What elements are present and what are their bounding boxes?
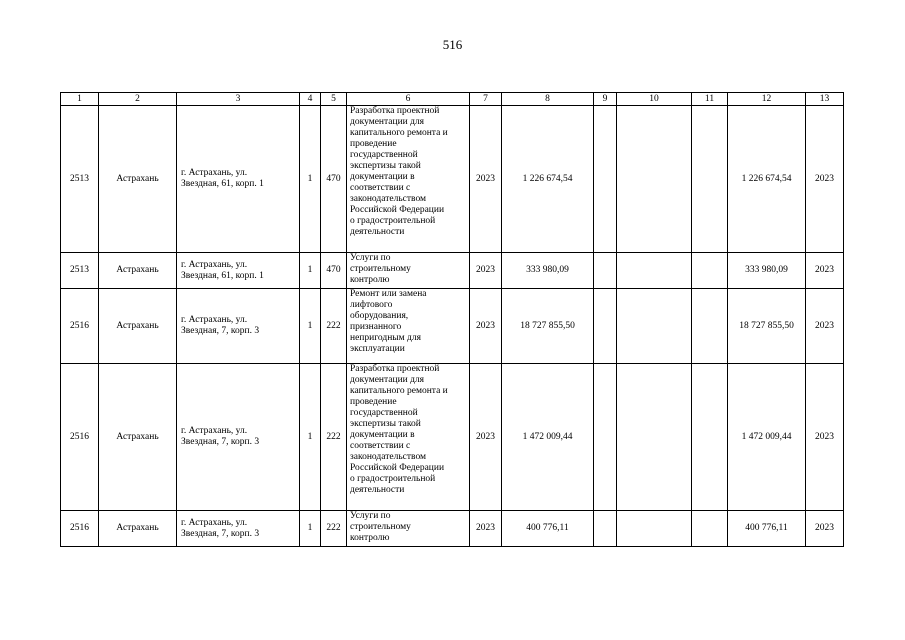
table-cell-col-10 — [617, 511, 692, 547]
table-cell-col-12: 1 226 674,54 — [728, 106, 806, 253]
table-cell-col-10 — [617, 106, 692, 253]
column-header: 6 — [347, 93, 470, 106]
column-header: 7 — [470, 93, 502, 106]
table-cell-col-12: 400 776,11 — [728, 511, 806, 547]
table-cell-col-2: Астрахань — [99, 289, 177, 364]
cell-text-line: оборудования, — [350, 311, 409, 321]
table-cell-col-2: Астрахань — [99, 364, 177, 511]
cell-text-line: документации в — [350, 172, 415, 182]
table-row — [61, 106, 844, 253]
table-cell-col-1: 2516 — [61, 289, 99, 364]
table-cell-col-9 — [594, 106, 617, 253]
table-cell-col-5: 222 — [321, 511, 347, 547]
data-table — [60, 92, 844, 547]
cell-text-line: строительному — [350, 264, 411, 274]
table-cell-col-6 — [347, 364, 470, 511]
cell-text-line: Ремонт или замена — [350, 289, 427, 299]
column-header: 11 — [692, 93, 728, 106]
cell-text-line: лифтового — [350, 300, 393, 310]
table-cell-col-3 — [177, 511, 300, 547]
cell-text-line: Звездная, 61, корп. 1 — [181, 179, 264, 189]
table-row — [61, 511, 844, 547]
table-cell-col-12: 333 980,09 — [728, 253, 806, 289]
table-cell-col-2: Астрахань — [99, 511, 177, 547]
table-cell-col-6 — [347, 106, 470, 253]
table-cell-col-9 — [594, 364, 617, 511]
table-row — [61, 289, 844, 364]
column-header: 3 — [177, 93, 300, 106]
table-cell-col-2: Астрахань — [99, 106, 177, 253]
cell-text-line: Разработка проектной — [350, 106, 440, 116]
cell-text-line: Звездная, 61, корп. 1 — [181, 270, 264, 281]
table-cell-col-8: 1 472 009,44 — [502, 364, 594, 511]
table-cell-col-6 — [347, 253, 470, 289]
table-cell-col-4: 1 — [300, 289, 321, 364]
table-row — [61, 364, 844, 511]
cell-text-line: документации для — [350, 117, 425, 127]
table-cell-col-10 — [617, 253, 692, 289]
table-cell-col-8: 333 980,09 — [502, 253, 594, 289]
table-cell-col-3 — [177, 364, 300, 511]
table-cell-col-12: 18 727 855,50 — [728, 289, 806, 364]
cell-text-line: проведение — [350, 397, 397, 407]
table-cell-col-5: 222 — [321, 364, 347, 511]
cell-text-line: соответствии с — [350, 441, 411, 451]
table-cell-col-1: 2516 — [61, 511, 99, 547]
table-cell-col-3 — [177, 253, 300, 289]
cell-text-line: Разработка проектной — [350, 364, 440, 374]
table-cell-col-1: 2513 — [61, 253, 99, 289]
page-number: 516 — [442, 37, 463, 52]
table-cell-col-11 — [692, 253, 728, 289]
cell-text-line: контролю — [350, 275, 390, 285]
table-cell-col-5: 222 — [321, 289, 347, 364]
table-cell-col-6 — [347, 511, 470, 547]
cell-text-line: о градостроительной — [350, 474, 436, 484]
cell-text-line: капитального ремонта и — [350, 386, 448, 396]
cell-text-line: г. Астрахань, ул. — [181, 315, 248, 325]
table-cell-col-4: 1 — [300, 253, 321, 289]
table-cell-col-3 — [177, 106, 300, 253]
table-cell-col-11 — [692, 106, 728, 253]
cell-text-line: деятельности — [350, 227, 405, 237]
cell-text-line: проведение — [350, 139, 397, 149]
table-cell-col-9 — [594, 511, 617, 547]
cell-text-line: документации в — [350, 430, 415, 440]
table-cell-col-13: 2023 — [806, 253, 844, 289]
cell-text-line: непригодным для — [350, 333, 421, 343]
column-header: 2 — [99, 93, 177, 106]
cell-text-line: г. Астрахань, ул. — [181, 168, 248, 178]
table-cell-col-8: 18 727 855,50 — [502, 289, 594, 364]
table-cell-col-12: 1 472 009,44 — [728, 364, 806, 511]
table-cell-col-7: 2023 — [470, 289, 502, 364]
cell-text-line: признанного — [350, 322, 402, 332]
cell-text-line: деятельности — [350, 485, 405, 495]
table-cell-col-13: 2023 — [806, 289, 844, 364]
cell-text-line: Российской Федерации — [350, 463, 445, 473]
cell-text-line: законодательством — [350, 194, 427, 204]
cell-text-line: строительному — [350, 522, 411, 532]
column-header: 13 — [806, 93, 844, 106]
column-header: 10 — [617, 93, 692, 106]
cell-text-line: экспертизы такой — [350, 419, 421, 429]
cell-text-line: Звездная, 7, корп. 3 — [181, 326, 260, 336]
table-cell-col-13: 2023 — [806, 511, 844, 547]
table-cell-col-4: 1 — [300, 364, 321, 511]
table-cell-col-8: 400 776,11 — [502, 511, 594, 547]
cell-text-line: Услуги по — [350, 253, 391, 263]
table-cell-col-1: 2516 — [61, 364, 99, 511]
cell-text-line: эксплуатации — [350, 344, 405, 354]
cell-text-line: законодательством — [350, 452, 427, 462]
cell-text-line: соответствии с — [350, 183, 411, 193]
table-cell-col-1: 2513 — [61, 106, 99, 253]
cell-text-line: г. Астрахань, ул. — [181, 426, 248, 436]
table-cell-col-11 — [692, 289, 728, 364]
table-cell-col-7: 2023 — [470, 106, 502, 253]
table-cell-col-5: 470 — [321, 106, 347, 253]
cell-text-line: Услуги по — [350, 511, 391, 521]
cell-text-line: документации для — [350, 375, 425, 385]
cell-text-line: контролю — [350, 533, 390, 543]
table-cell-col-7: 2023 — [470, 511, 502, 547]
cell-text-line: г. Астрахань, ул. — [181, 259, 248, 270]
table-cell-col-10 — [617, 364, 692, 511]
cell-text-line: капитального ремонта и — [350, 128, 448, 138]
table-cell-col-4: 1 — [300, 106, 321, 253]
column-header: 12 — [728, 93, 806, 106]
cell-text-line: о градостроительной — [350, 216, 436, 226]
table-cell-col-9 — [594, 253, 617, 289]
cell-text-line: Звездная, 7, корп. 3 — [181, 437, 260, 447]
table-cell-col-2: Астрахань — [99, 253, 177, 289]
cell-text-line: государственной — [350, 408, 418, 418]
table-cell-col-11 — [692, 364, 728, 511]
column-header: 4 — [300, 93, 321, 106]
column-header: 9 — [594, 93, 617, 106]
cell-text-line: экспертизы такой — [350, 161, 421, 171]
table-cell-col-9 — [594, 289, 617, 364]
table-cell-col-13: 2023 — [806, 106, 844, 253]
table-row — [61, 253, 844, 289]
cell-text-line: государственной — [350, 150, 418, 160]
table-cell-col-11 — [692, 511, 728, 547]
column-header: 8 — [502, 93, 594, 106]
table-cell-col-7: 2023 — [470, 364, 502, 511]
table-cell-col-3 — [177, 289, 300, 364]
table-cell-col-6 — [347, 289, 470, 364]
column-header: 1 — [61, 93, 99, 106]
header-row — [61, 93, 844, 106]
table-cell-col-10 — [617, 289, 692, 364]
cell-text-line: Звездная, 7, корп. 3 — [181, 528, 260, 539]
table-cell-col-8: 1 226 674,54 — [502, 106, 594, 253]
table-cell-col-7: 2023 — [470, 253, 502, 289]
table-cell-col-4: 1 — [300, 511, 321, 547]
table-cell-col-13: 2023 — [806, 364, 844, 511]
cell-text-line: г. Астрахань, ул. — [181, 517, 248, 528]
table-cell-col-5: 470 — [321, 253, 347, 289]
column-header: 5 — [321, 93, 347, 106]
cell-text-line: Российской Федерации — [350, 205, 445, 215]
